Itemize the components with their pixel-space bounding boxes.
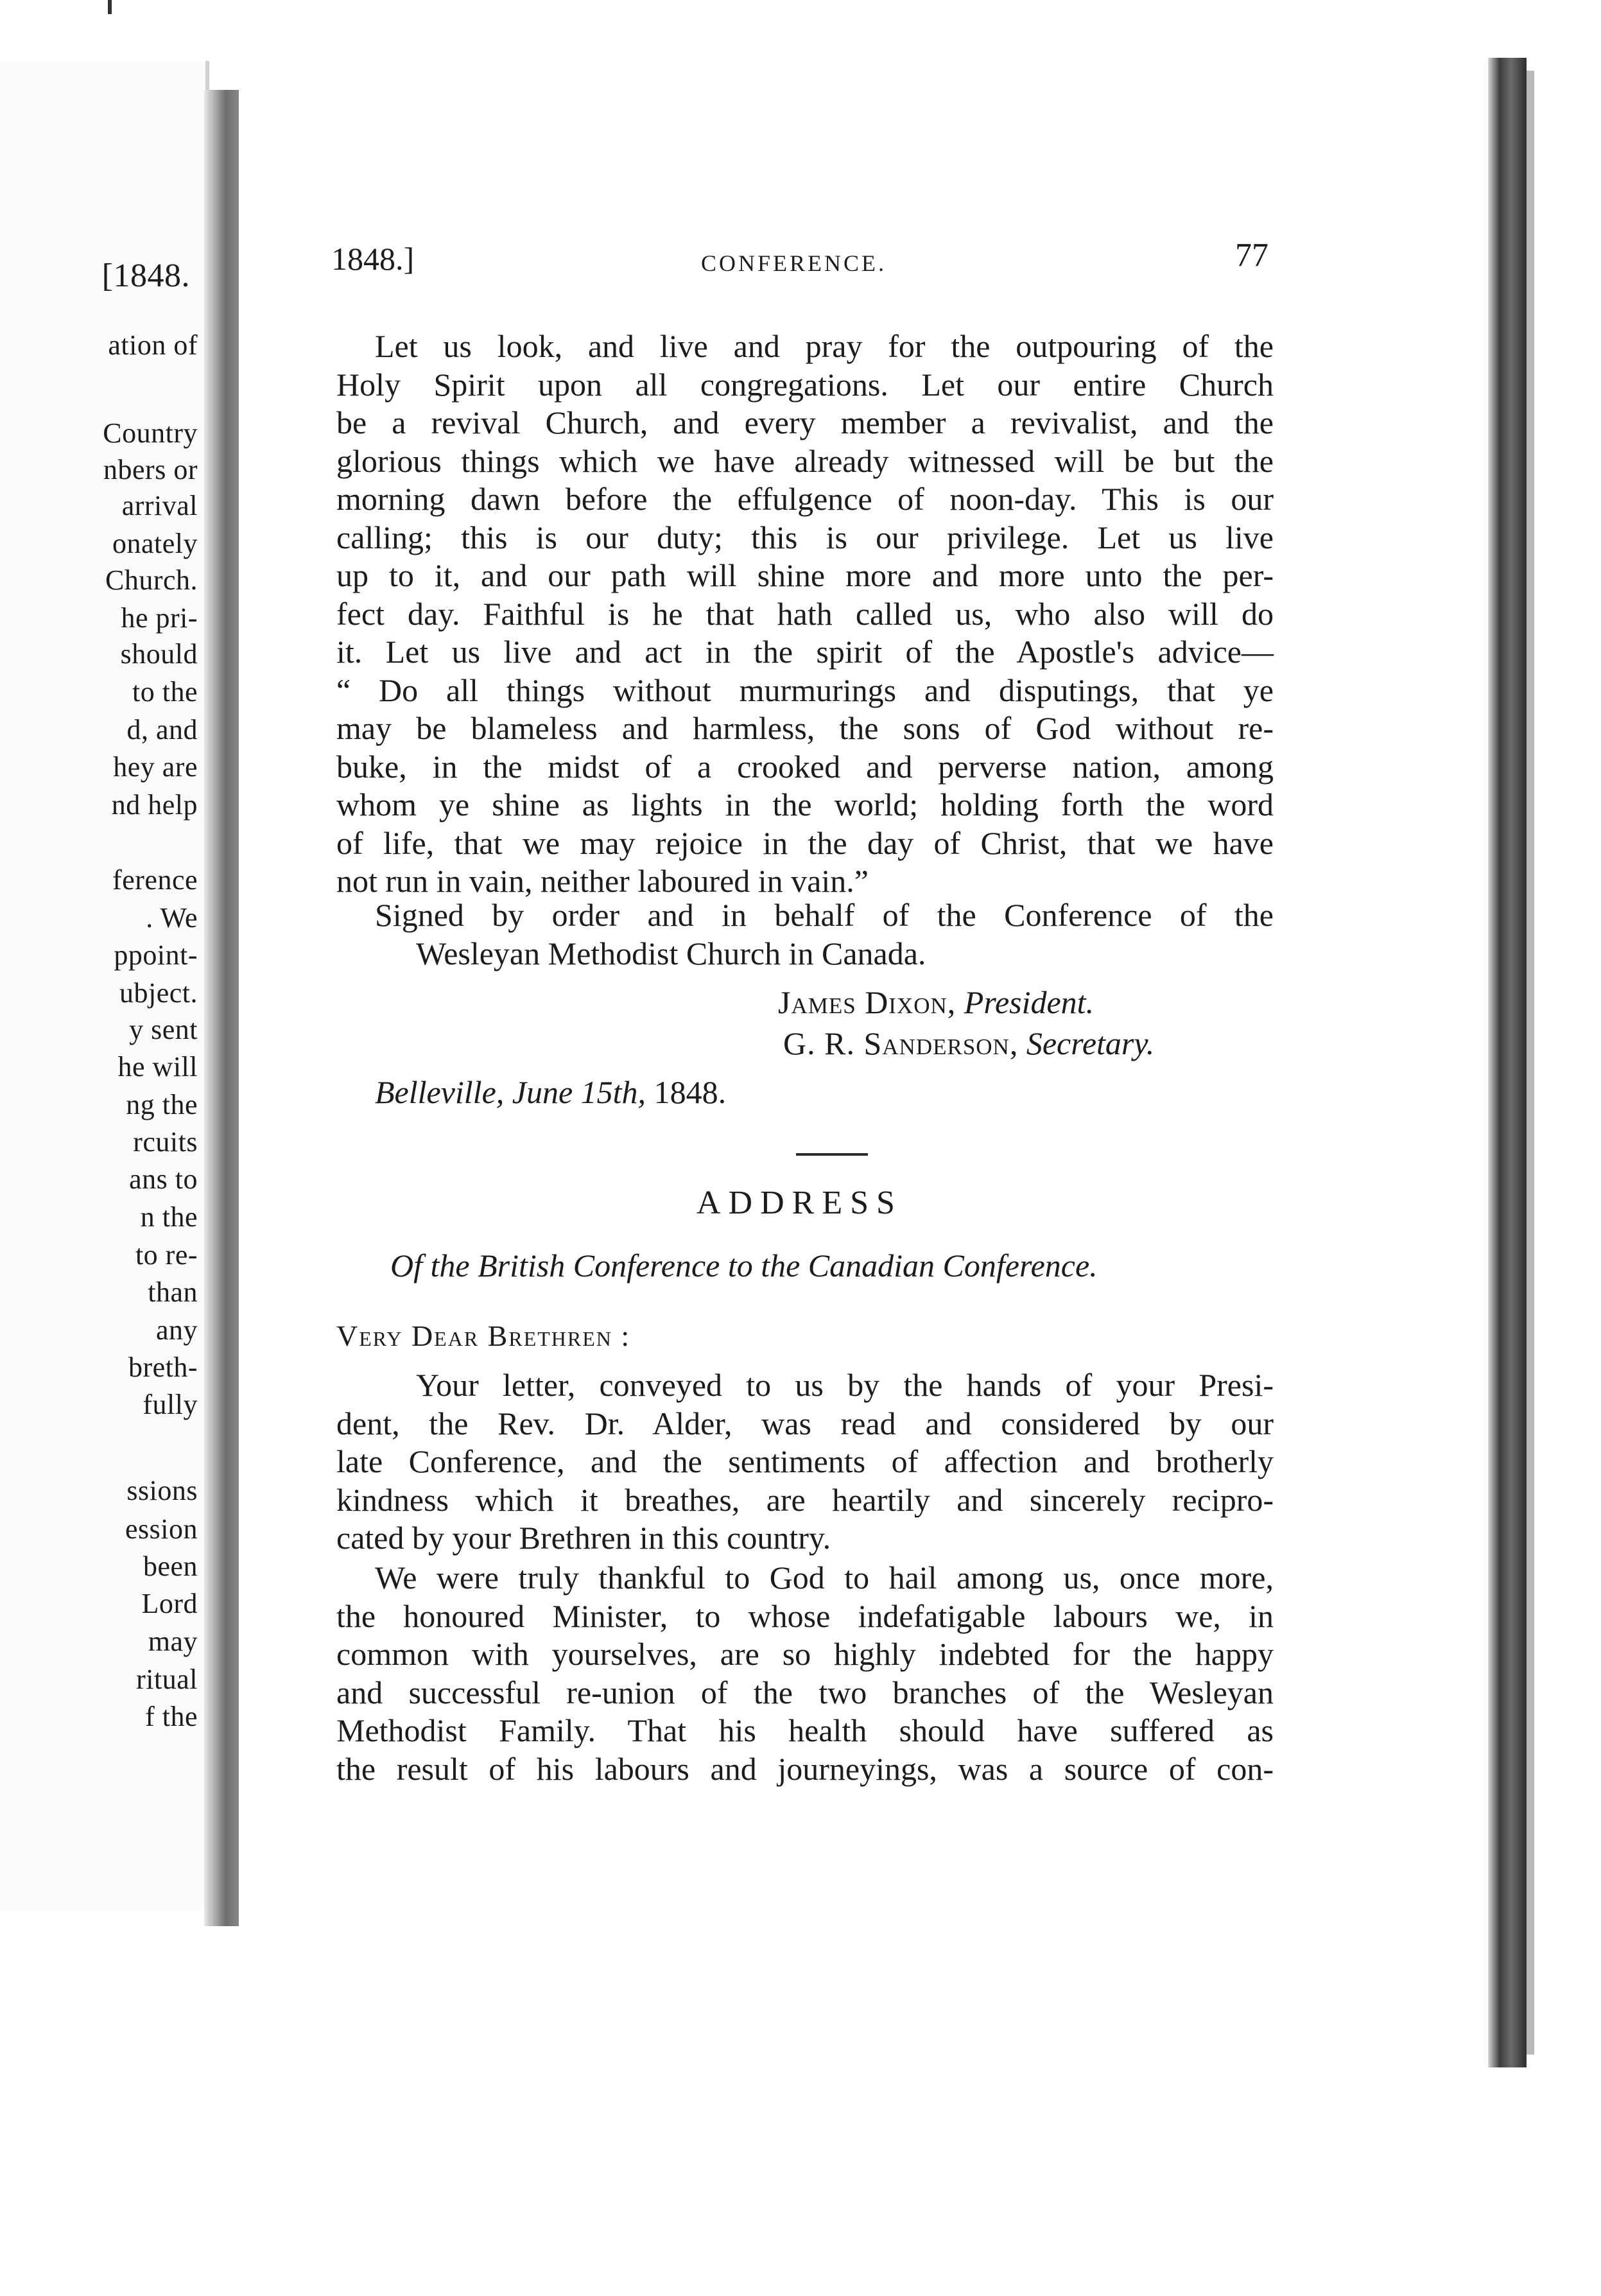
text-line: morning dawn before the effulgence of noon-day. This is our — [336, 481, 1274, 517]
left-line: breth- — [128, 1352, 198, 1383]
left-line: y sent — [129, 1014, 198, 1045]
text-line: common with yourselves, are so highly indebted for the happy — [336, 1636, 1274, 1672]
left-line: nbers or — [103, 454, 198, 485]
left-line: fully — [143, 1389, 198, 1420]
text-line: kindness which it breathes, are heartily and sincerely recipro- — [336, 1481, 1274, 1518]
left-line: ritual — [136, 1664, 198, 1695]
president-signature — [778, 986, 1094, 1018]
text-line: “ Do all things without murmurings and disputings, that ye — [336, 672, 1274, 708]
left-line: Church. — [105, 564, 198, 596]
text-line: the result of his labours and journeyings, was a source of con- — [336, 1750, 1274, 1787]
left-line: ession — [125, 1513, 198, 1545]
left-line: been — [143, 1551, 198, 1582]
page-number: 77 — [1235, 237, 1268, 274]
date: June 15th, — [512, 1074, 646, 1110]
place: Belleville, — [375, 1074, 505, 1110]
scan-mark — [108, 0, 112, 14]
text-line: late Conference, and the sentiments of affection and brotherly — [336, 1443, 1274, 1479]
left-line: Country — [103, 417, 198, 449]
left-line: n the — [140, 1201, 198, 1233]
place-and-date — [375, 1076, 726, 1108]
text-line: may be blameless and harmless, the sons of God without re- — [336, 710, 1274, 746]
book-spine-edge — [1488, 58, 1527, 2067]
text-line: not run in vain, neither laboured in vain.” — [336, 863, 869, 899]
section-divider — [796, 1153, 868, 1156]
left-line: hey are — [113, 751, 198, 783]
president-name: James Dixon, — [778, 984, 956, 1020]
left-line: Lord — [141, 1588, 198, 1619]
left-line: should — [120, 638, 198, 670]
left-line: arrival — [121, 490, 198, 521]
address-subtitle: Of the British Conference to the Canadian Conference. — [390, 1248, 1098, 1283]
text-line: Holy Spirit upon all congregations. Let our entire Church — [336, 366, 1274, 403]
signed-note — [375, 896, 1274, 973]
left-line: than — [148, 1276, 198, 1308]
left-line: ppoint- — [114, 939, 198, 971]
left-line: ation of — [108, 329, 198, 361]
text-line: Let us look, and live and pray for the outpouring of the — [375, 328, 1274, 364]
left-page-header-year: [1848. — [101, 257, 190, 294]
left-line: he pri- — [121, 602, 198, 634]
secretary-signature — [783, 1027, 1154, 1059]
text-line: of life, that we may rejoice in the day of Christ, that we have — [336, 824, 1274, 861]
book-gutter — [204, 90, 240, 1926]
left-line: nd help — [111, 789, 198, 821]
left-line: to the — [132, 676, 198, 708]
left-line: onately — [112, 528, 198, 559]
signed-line-1: Signed by order and in behalf of the Conference of the — [375, 897, 1274, 933]
page-edge — [1527, 71, 1534, 2055]
left-line: ference — [112, 864, 198, 896]
signed-line-2: Wesleyan Methodist Church in Canada. — [416, 935, 926, 971]
letter-paragraph — [336, 327, 1274, 901]
left-line: rcuits — [133, 1126, 198, 1158]
address-paragraph-2 — [336, 1559, 1274, 1788]
text-line: calling; this is our duty; this is our privilege. Let us live — [336, 519, 1274, 555]
salutation: Very Dear Brethren : — [336, 1319, 631, 1352]
text-line: buke, in the midst of a crooked and perverse nation, among — [336, 748, 1274, 785]
text-line: whom ye shine as lights in the world; holding forth the word — [336, 787, 1274, 822]
left-line: f the — [145, 1701, 198, 1732]
text-line: cated by your Brethren in this country. — [336, 1520, 831, 1556]
text-line: it. Let us live and act in the spirit of the Apostle's advice— — [336, 634, 1274, 670]
text-line: Methodist Family. That his health should have suffered as — [336, 1712, 1274, 1748]
left-line: to re- — [135, 1239, 198, 1271]
text-line: the honoured Minister, to whose indefatigable labours we, in — [336, 1597, 1274, 1634]
president-title: President. — [964, 984, 1095, 1020]
left-line: any — [155, 1314, 198, 1346]
left-line: . We — [146, 902, 198, 934]
text-line: dent, the Rev. Dr. Alder, was read and considered by our — [336, 1405, 1274, 1441]
date-year: 1848. — [653, 1074, 727, 1110]
left-line: ans to — [129, 1163, 198, 1195]
secretary-name: G. R. Sanderson, — [783, 1025, 1019, 1061]
running-header-title: CONFERENCE. — [701, 250, 887, 276]
address-title: ADDRESS — [697, 1185, 903, 1221]
running-header-year: 1848.] — [331, 241, 415, 277]
left-line: he will — [117, 1051, 198, 1083]
left-line: d, and — [126, 714, 198, 745]
text-line: and successful re-union of the two branches of the Wesleyan — [336, 1674, 1274, 1710]
left-line: may — [148, 1626, 198, 1657]
text-line: fect day. Faithful is he that hath called us, who also will do — [336, 595, 1274, 632]
text-line: up to it, and our path will shine more and more unto the per- — [336, 557, 1274, 593]
text-line: glorious things which we have already witnessed will be but the — [336, 442, 1274, 479]
secretary-title: Secretary. — [1026, 1025, 1155, 1061]
left-line: ubject. — [119, 977, 198, 1009]
left-line: ssions — [126, 1475, 198, 1506]
text-line: Your letter, conveyed to us by the hands of your Presi- — [416, 1367, 1274, 1403]
address-paragraph-1 — [336, 1366, 1274, 1558]
text-line: be a revival Church, and every member a revivalist, and the — [336, 404, 1274, 440]
text-line: We were truly thankful to God to hail among us, once more, — [375, 1560, 1274, 1596]
left-line: ng the — [126, 1089, 198, 1120]
